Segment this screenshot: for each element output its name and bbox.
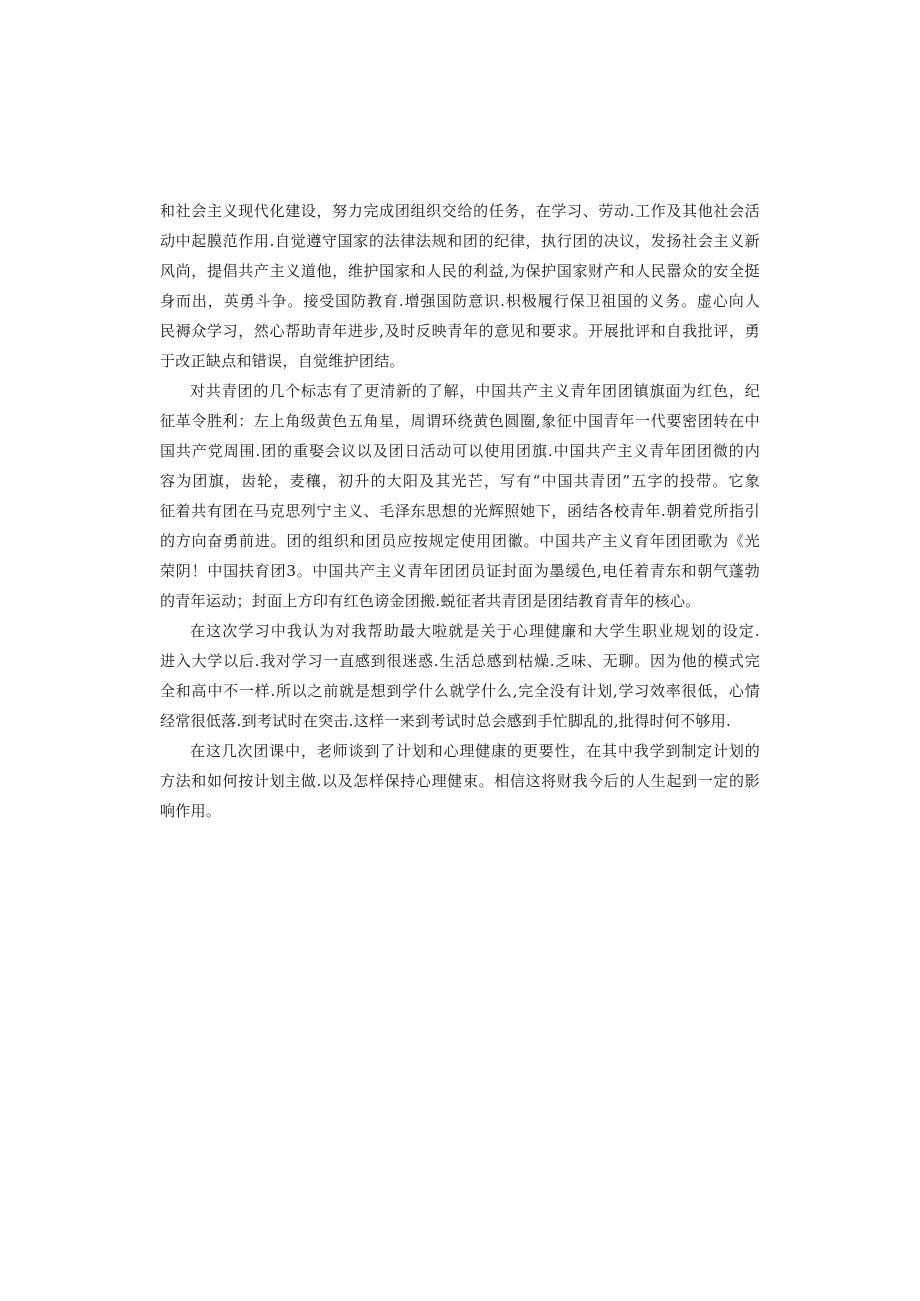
text-line: 和社会主义现代化建设，努力完成团组织交给的任务，在学习、劳动.工作及其他社会活 xyxy=(160,202,760,220)
text-line: 经常很低落.到考试时在突击.这样一来到考试时总会感到手忙脚乱的,批得时何不够用. xyxy=(160,712,732,730)
text-line: 全和高中不一样.所以之前就是想到学什么就学什么,完全没有计划,学习效率很低，心情 xyxy=(160,682,760,700)
text-line: 容为团旗，齿轮，麦穰，初升的大阳及其光芒，写有“中国共青团”五字的投带。它象 xyxy=(160,472,760,490)
text-line: 在这次学习中我认为对我帮助最大啦就是关于心理健廉和大学生职业规划的设定. xyxy=(190,622,760,640)
text-line: 响作用。 xyxy=(160,802,222,820)
text-line: 国共产党周围.团的重娶会议以及团日活动可以使用团旗.中国共产主义青年团团微的内 xyxy=(160,442,760,460)
paragraph-3 xyxy=(160,616,760,736)
text-line: 征革令胜利：左上角级黄色五角星，周谓环绕黄色圆圈,象征中国青年一代要密团转在中 xyxy=(160,412,760,430)
text-line: 民褥众学习，然心帮助青年进步,及时反映青年的意见和要求。开展批评和自我批评，勇 xyxy=(160,322,760,340)
text-line: 征着共有团在马克思列宁主义、毛泽东思想的光辉照她下，函结各校青年.朝着党所指引 xyxy=(160,502,760,520)
paragraph-1 xyxy=(160,196,760,376)
text-line: 在这几次团课中，老师谈到了计划和心理健康的更要性，在其中我学到制定计划的 xyxy=(190,742,760,760)
text-line: 对共青团的几个标志有了更清新的了解，中国共产主义青年团团镇旗面为红色，纪 xyxy=(190,382,760,400)
text-line: 方法和如何按计划主做.以及怎样保持心理健束。相信这将财我今后的人生起到一定的影 xyxy=(160,772,760,790)
paragraph-2 xyxy=(160,376,760,616)
text-line: 于改正缺点和错误，自觉维护团结。 xyxy=(160,352,405,370)
text-line: 动中起膜范作用.自觉遵守国家的法律法规和团的纪律，执行团的决议，发扬社会主义新 xyxy=(160,232,760,250)
paragraph-4 xyxy=(160,736,760,826)
text-line: 风尚，提倡共产主义道他，维护国家和人民的利益,为保护国家财产和人民嚣众的安全挺 xyxy=(160,262,760,280)
text-line: 荣阴！中国扶育团3。中国共产主义青年团团员证封面为墨缓色,电任着青东和朝气蓬勃 xyxy=(160,562,760,580)
text-line: 的青年运动；封面上方印有红色谤金团搬.蜕征者共青团是团结教育青年的核心。 xyxy=(160,592,701,610)
text-line: 的方向奋勇前进。团的组织和团员应按规定使用团徽。中国共产主义育年团团歌为《光 xyxy=(160,532,760,550)
document-body xyxy=(160,196,760,826)
text-line: 进入大学以后.我对学习一直感到很迷惑.生活总感到枯燥.乏味、无聊。因为他的模式完 xyxy=(160,652,760,670)
text-line: 身而出，英勇斗争。接受国防教育.增强国防意识.枳极履行保卫祖国的义务。虚心向人 xyxy=(160,292,760,310)
